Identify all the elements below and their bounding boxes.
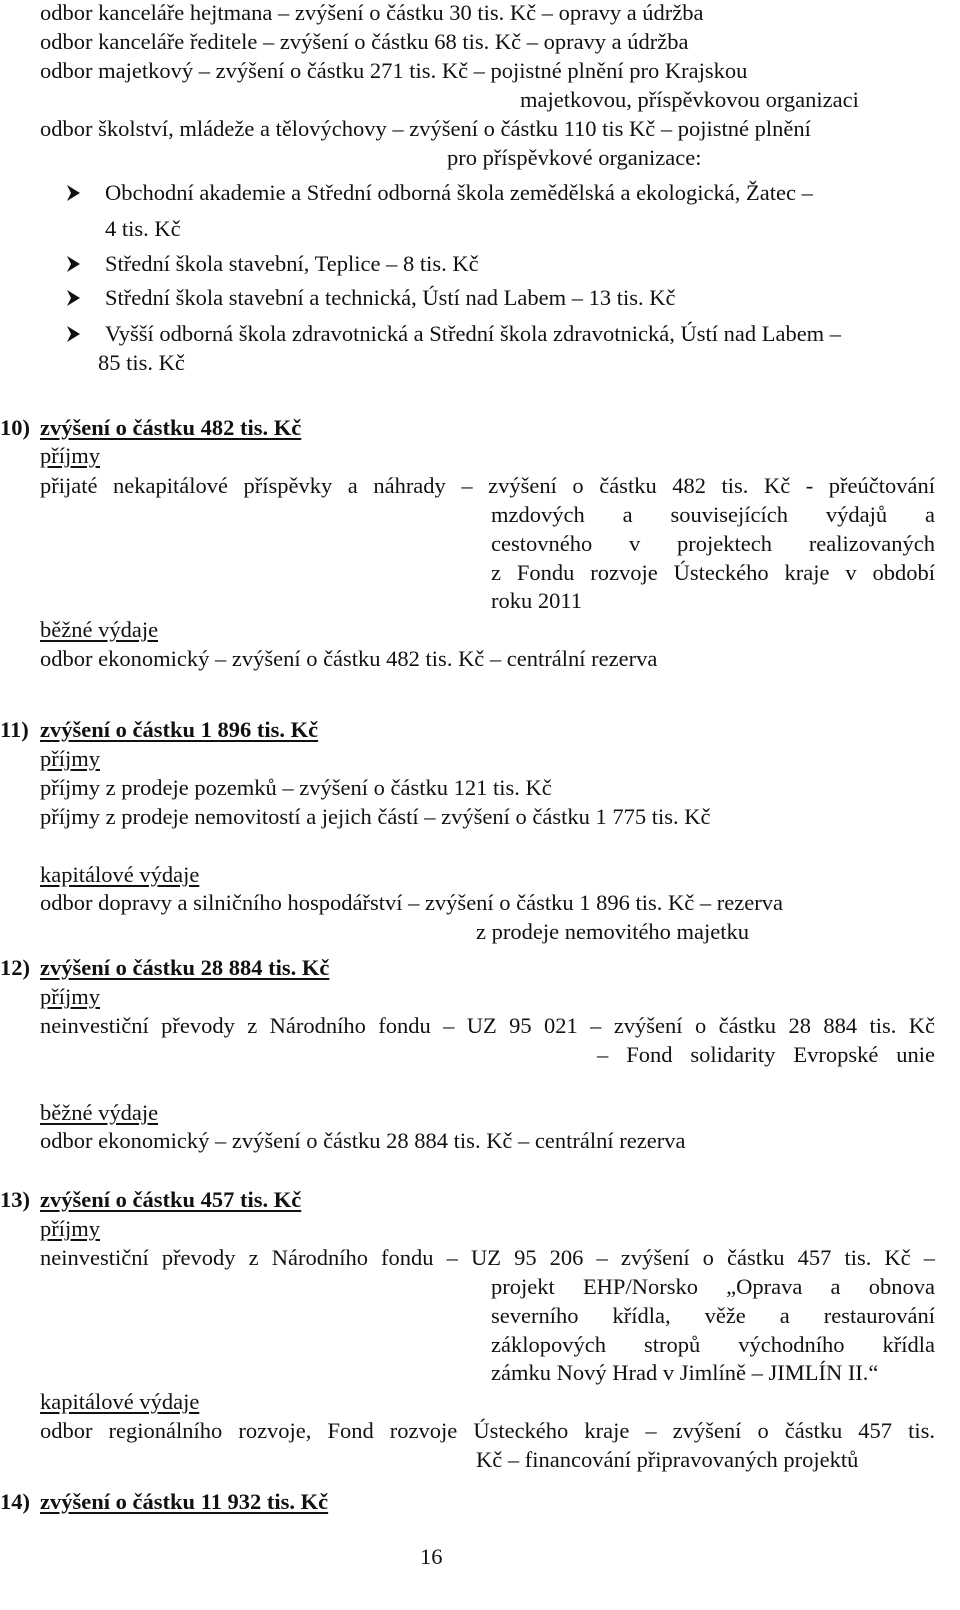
subheading-vydaje: běžné výdaje [40,1100,159,1125]
section-number: 11) [0,717,29,742]
section-heading: zvýšení o částku 457 tis. Kč [40,1187,302,1212]
text-line: záklopových stropů východního křídla [491,1332,935,1357]
text-line: mzdových a souvisejících výdajů a [491,502,935,527]
section-heading: zvýšení o částku 28 884 tis. Kč [40,955,330,980]
section-number: 14) [0,1489,30,1514]
text-line: cestovného v projektech realizovaných [491,531,935,556]
section-number: 10) [0,415,30,440]
text-line: severního křídla, věže a restaurování [491,1303,935,1328]
arrow-bullet-icon [65,285,81,311]
subheading-prijmy: příjmy [40,1216,100,1241]
text-line: odbor ekonomický – zvýšení o částku 482 tis. Kč – centrální rezerva [40,646,658,671]
text-line: Kč – financování připravovaných projektů [476,1447,859,1472]
bullet-item: Střední škola stavební a technická, Ústí nad Labem – 13 tis. Kč [105,285,676,310]
text-line: – Fond solidarity Evropské unie [597,1042,935,1067]
subheading-vydaje: kapitálové výdaje [40,862,200,887]
text-line: majetkovou, příspěvkovou organizaci [520,87,859,112]
text-line: odbor regionálního rozvoje, Fond rozvoje Ústeckého kraje – zvýšení o částku 457 tis. [40,1418,935,1443]
bullet-item: Vyšší odborná škola zdravotnická a Střední škola zdravotnická, Ústí nad Labem – [105,321,842,346]
text-line: neinvestiční převody z Národního fondu – UZ 95 021 – zvýšení o částku 28 884 tis. Kč [40,1013,935,1038]
subheading-prijmy: příjmy [40,746,100,771]
section-heading: zvýšení o částku 1 896 tis. Kč [40,717,319,742]
text-line: z prodeje nemovitého majetku [476,919,750,944]
section-number: 12) [0,955,30,980]
bullet-item: Střední škola stavební, Teplice – 8 tis. Kč [105,251,479,276]
text-line: zámku Nový Hrad v Jimlíně – JIMLÍN II.“ [491,1360,879,1385]
bullet-item: Obchodní akademie a Střední odborná škola zemědělská a ekologická, Žatec – [105,180,813,205]
subheading-vydaje: kapitálové výdaje [40,1389,200,1414]
text-line: pro příspěvkové organizace: [447,145,702,170]
text-line: odbor školství, mládeže a tělovýchovy – zvýšení o částku 110 tis Kč – pojistné plnění [40,116,811,141]
arrow-bullet-icon [65,321,81,347]
arrow-bullet-icon [65,251,81,277]
text-line: projekt EHP/Norsko „Oprava a obnova [491,1274,935,1299]
text-line: přijaté nekapitálové příspěvky a náhrady – zvýšení o částku 482 tis. Kč - přeúčtování [40,473,935,498]
text-line: neinvestiční převody z Národního fondu – UZ 95 206 – zvýšení o částku 457 tis. Kč – [40,1245,935,1270]
section-heading: zvýšení o částku 11 932 tis. Kč [40,1489,329,1514]
text-line: příjmy z prodeje nemovitostí a jejich částí – zvýšení o částku 1 775 tis. Kč [40,804,711,829]
arrow-bullet-icon [65,180,81,206]
subheading-prijmy: příjmy [40,984,100,1009]
subheading-prijmy: příjmy [40,443,100,468]
bullet-item-cont: 4 tis. Kč [105,216,181,241]
text-line: odbor kanceláře hejtmana – zvýšení o částku 30 tis. Kč – opravy a údržba [40,0,704,25]
page-number: 16 [420,1544,443,1569]
text-line: příjmy z prodeje pozemků – zvýšení o částku 121 tis. Kč [40,775,552,800]
text-line: odbor majetkový – zvýšení o částku 271 tis. Kč – pojistné plnění pro Krajskou [40,58,748,83]
bullet-item-cont: 85 tis. Kč [98,350,185,375]
text-line: odbor ekonomický – zvýšení o částku 28 884 tis. Kč – centrální rezerva [40,1128,686,1153]
section-number: 13) [0,1187,30,1212]
subheading-vydaje: běžné výdaje [40,617,159,642]
text-line: roku 2011 [491,588,583,613]
text-line: odbor dopravy a silničního hospodářství – zvýšení o částku 1 896 tis. Kč – rezerva [40,890,783,915]
text-line: z Fondu rozvoje Ústeckého kraje v období [491,560,935,585]
section-heading: zvýšení o částku 482 tis. Kč [40,415,302,440]
text-line: odbor kanceláře ředitele – zvýšení o částku 68 tis. Kč – opravy a údržba [40,29,689,54]
